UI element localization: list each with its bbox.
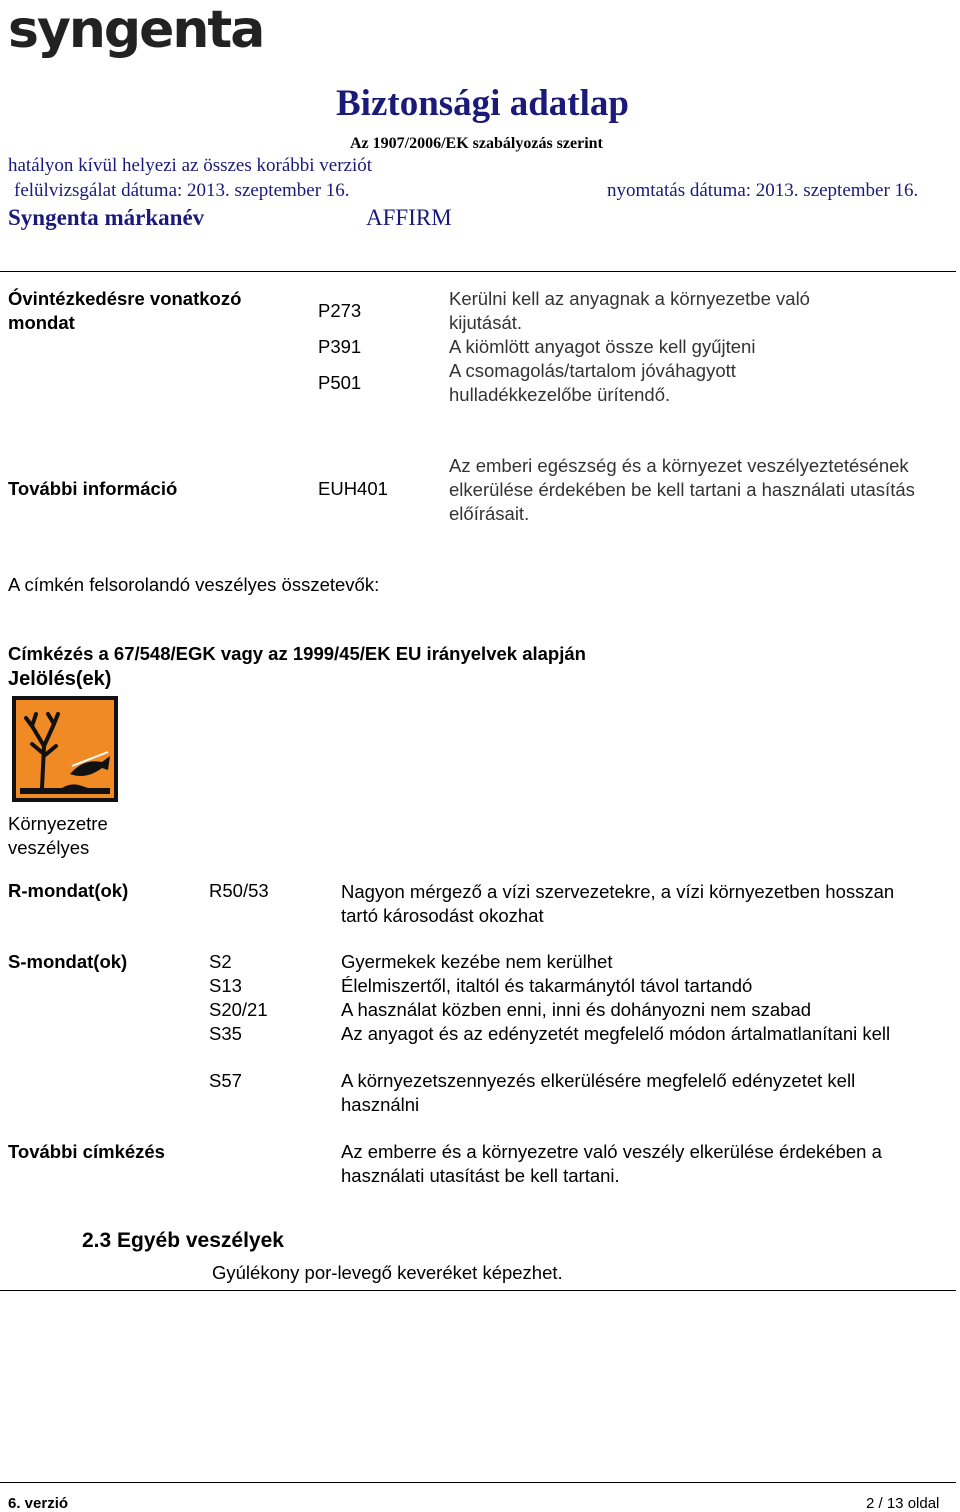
additional-labelling-label: További címkézés xyxy=(8,1141,165,1162)
precaution-code: P391 xyxy=(318,336,362,357)
r-phrase-code: R50/53 xyxy=(209,880,269,901)
r-phrases-label: R-mondat(ok) xyxy=(8,880,129,901)
print-date: nyomtatás dátuma: 2013. szeptember 16. xyxy=(607,180,919,201)
supersedes-note: hatályon kívül helyezi az összes korábbi verziót xyxy=(8,155,373,176)
s-phrases-label: S-mondat(ok) xyxy=(8,951,128,972)
precaution-code: P273 xyxy=(318,300,362,321)
symbols-heading: Jelölés(ek) xyxy=(8,668,112,690)
document-title: Biztonsági adatlap xyxy=(336,83,629,124)
footer-page-number: 2 / 13 oldal xyxy=(866,1495,940,1512)
revision-date: felülvizsgálat dátuma: 2013. szeptember 16. xyxy=(14,180,350,201)
brand-label: Syngenta márkanév xyxy=(8,205,205,230)
brand-name: AFFIRM xyxy=(366,205,452,230)
section-divider xyxy=(0,1290,956,1291)
syngenta-logo: syngenta xyxy=(8,0,264,60)
s-phrase-code: S13 xyxy=(209,975,242,996)
s-phrase-code: S35 xyxy=(209,1023,242,1044)
precaution-label: Óvintézkedésre vonatkozó mondat xyxy=(8,288,242,333)
additional-labelling-text: Az emberre és a környezetre való veszély elkerülése érdekében a használati utasítást be kell tartani. xyxy=(341,1141,882,1186)
precaution-code: P501 xyxy=(318,372,362,393)
s-phrase-code: S57 xyxy=(209,1070,242,1091)
further-info-code: EUH401 xyxy=(318,478,388,499)
footer-version: 6. verzió xyxy=(8,1495,69,1512)
further-info-label: További információ xyxy=(8,478,178,499)
s-phrase-code: S2 xyxy=(209,951,232,972)
hazardous-components-heading: A címkén felsorolandó veszélyes összetevők: xyxy=(8,574,380,595)
s-phrase-text: Az anyagot és az edényzetét megfelelő módon ártalmatlanítani kell xyxy=(341,1023,891,1044)
s-phrase-text: Gyermekek kezébe nem kerülhet xyxy=(341,951,613,972)
header-divider xyxy=(0,271,956,272)
pictogram-caption: Környezetre veszélyes xyxy=(8,813,108,858)
other-hazards-text: Gyúlékony por-levegő keveréket képezhet. xyxy=(212,1262,563,1283)
footer-divider xyxy=(0,1482,956,1483)
r-phrase-text: Nagyon mérgező a vízi szervezetekre, a vízi környezetben hosszan tartó károsodást okozhat xyxy=(341,881,895,926)
further-info-text: Az emberi egészség és a környezet veszélyeztetésének elkerülése érdekében be kell tartani a használati utasítás előírásait. xyxy=(449,455,915,524)
precaution-text: Kerülni kell az anyagnak a környezetbe való kijutását. xyxy=(449,288,810,333)
environment-hazard-icon xyxy=(12,696,118,802)
labelling-heading: Címkézés a 67/548/EGK vagy az 1999/45/EK EU irányelvek alapján xyxy=(8,643,586,664)
s-phrase-text: A környezetszennyezés elkerülésére megfelelő edényzetet kell használni xyxy=(341,1070,856,1115)
precaution-text: A kiömlött anyagot össze kell gyűjteni xyxy=(449,336,756,357)
regulation-subtitle: Az 1907/2006/EK szabályozás szerint xyxy=(350,135,603,152)
s-phrase-code: S20/21 xyxy=(209,999,268,1020)
s-phrase-text: A használat közben enni, inni és dohányozni nem szabad xyxy=(341,999,812,1020)
precaution-text: A csomagolás/tartalom jóváhagyott hulladékkezelőbe ürítendő. xyxy=(449,360,736,405)
other-hazards-heading: 2.3 Egyéb veszélyek xyxy=(82,1229,284,1252)
s-phrase-text: Élelmiszertől, italtól és takarmánytól távol tartandó xyxy=(341,975,753,996)
